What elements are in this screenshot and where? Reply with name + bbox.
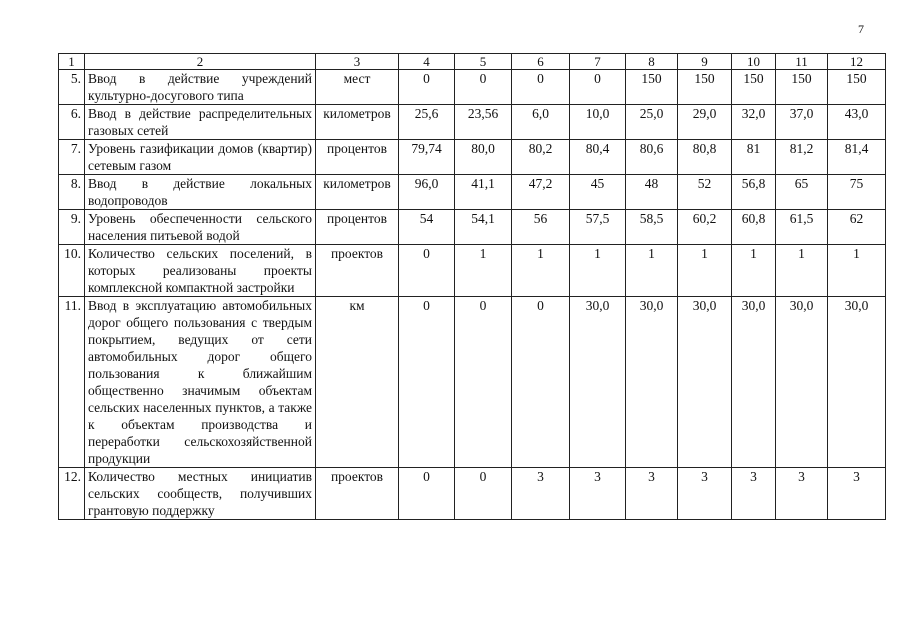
unit-cell: процентов bbox=[316, 140, 399, 175]
value-cell: 45 bbox=[570, 175, 626, 210]
header-cell: 8 bbox=[626, 54, 678, 70]
value-cell: 96,0 bbox=[399, 175, 455, 210]
table-row bbox=[59, 245, 886, 297]
value-cell: 25,0 bbox=[626, 105, 678, 140]
value-cell: 0 bbox=[399, 468, 455, 520]
value-cell: 37,0 bbox=[776, 105, 828, 140]
value-cell: 10,0 bbox=[570, 105, 626, 140]
value-cell: 81,2 bbox=[776, 140, 828, 175]
value-cell: 79,74 bbox=[399, 140, 455, 175]
value-cell: 54,1 bbox=[455, 210, 512, 245]
unit-cell: километров bbox=[316, 175, 399, 210]
value-cell: 58,5 bbox=[626, 210, 678, 245]
value-cell: 6,0 bbox=[512, 105, 570, 140]
unit-cell: мест bbox=[316, 70, 399, 105]
value-cell: 3 bbox=[512, 468, 570, 520]
value-cell: 1 bbox=[512, 245, 570, 297]
value-cell: 54 bbox=[399, 210, 455, 245]
value-cell: 3 bbox=[828, 468, 886, 520]
indicator-name-cell: Ввод в эксплуатацию автомобильных дорог общего пользования с твердым покрытием, ведущих от сети автомобильных дорог общего пользования к ближайшим общественно значимым объектам сельских населенных пунктов, а также к объектам производства и переработки сельскохозяйственной продукции bbox=[85, 297, 316, 468]
value-cell: 150 bbox=[678, 70, 732, 105]
value-cell: 61,5 bbox=[776, 210, 828, 245]
page-number: 7 bbox=[858, 22, 864, 36]
unit-cell: проектов bbox=[316, 245, 399, 297]
header-cell: 4 bbox=[399, 54, 455, 70]
row-number-cell: 6. bbox=[59, 105, 85, 140]
indicators-table bbox=[58, 53, 886, 520]
value-cell: 30,0 bbox=[678, 297, 732, 468]
value-cell: 30,0 bbox=[570, 297, 626, 468]
table-row bbox=[59, 297, 886, 468]
row-number-cell: 8. bbox=[59, 175, 85, 210]
header-cell: 1 bbox=[59, 54, 85, 70]
unit-cell: процентов bbox=[316, 210, 399, 245]
value-cell: 48 bbox=[626, 175, 678, 210]
value-cell: 3 bbox=[678, 468, 732, 520]
header-cell: 7 bbox=[570, 54, 626, 70]
row-number-cell: 9. bbox=[59, 210, 85, 245]
value-cell: 81 bbox=[732, 140, 776, 175]
value-cell: 1 bbox=[570, 245, 626, 297]
row-number-cell: 12. bbox=[59, 468, 85, 520]
value-cell: 150 bbox=[776, 70, 828, 105]
value-cell: 25,6 bbox=[399, 105, 455, 140]
value-cell: 3 bbox=[776, 468, 828, 520]
indicator-name-cell: Ввод в действие распределительных газовых сетей bbox=[85, 105, 316, 140]
unit-cell: проектов bbox=[316, 468, 399, 520]
value-cell: 32,0 bbox=[732, 105, 776, 140]
value-cell: 3 bbox=[732, 468, 776, 520]
value-cell: 62 bbox=[828, 210, 886, 245]
header-cell: 5 bbox=[455, 54, 512, 70]
header-cell: 11 bbox=[776, 54, 828, 70]
header-cell: 3 bbox=[316, 54, 399, 70]
value-cell: 75 bbox=[828, 175, 886, 210]
unit-cell: км bbox=[316, 297, 399, 468]
value-cell: 3 bbox=[626, 468, 678, 520]
header-cell: 10 bbox=[732, 54, 776, 70]
value-cell: 56,8 bbox=[732, 175, 776, 210]
value-cell: 150 bbox=[732, 70, 776, 105]
header-cell: 9 bbox=[678, 54, 732, 70]
value-cell: 57,5 bbox=[570, 210, 626, 245]
value-cell: 30,0 bbox=[732, 297, 776, 468]
value-cell: 150 bbox=[828, 70, 886, 105]
table-row bbox=[59, 70, 886, 105]
value-cell: 60,2 bbox=[678, 210, 732, 245]
header-row bbox=[59, 54, 886, 70]
value-cell: 1 bbox=[626, 245, 678, 297]
value-cell: 0 bbox=[512, 297, 570, 468]
table-row bbox=[59, 105, 886, 140]
value-cell: 47,2 bbox=[512, 175, 570, 210]
table-row bbox=[59, 175, 886, 210]
indicator-name-cell: Количество сельских поселений, в которых реализованы проекты комплексной компактной застройки bbox=[85, 245, 316, 297]
row-number-cell: 11. bbox=[59, 297, 85, 468]
value-cell: 30,0 bbox=[626, 297, 678, 468]
value-cell: 41,1 bbox=[455, 175, 512, 210]
value-cell: 30,0 bbox=[828, 297, 886, 468]
table-row bbox=[59, 140, 886, 175]
unit-cell: километров bbox=[316, 105, 399, 140]
value-cell: 1 bbox=[828, 245, 886, 297]
value-cell: 1 bbox=[732, 245, 776, 297]
value-cell: 0 bbox=[455, 297, 512, 468]
table-row bbox=[59, 468, 886, 520]
row-number-cell: 10. bbox=[59, 245, 85, 297]
value-cell: 150 bbox=[626, 70, 678, 105]
value-cell: 0 bbox=[570, 70, 626, 105]
row-number-cell: 7. bbox=[59, 140, 85, 175]
indicator-name-cell: Уровень обеспеченности сельского населения питьевой водой bbox=[85, 210, 316, 245]
value-cell: 80,6 bbox=[626, 140, 678, 175]
value-cell: 30,0 bbox=[776, 297, 828, 468]
value-cell: 56 bbox=[512, 210, 570, 245]
value-cell: 80,0 bbox=[455, 140, 512, 175]
value-cell: 0 bbox=[455, 70, 512, 105]
value-cell: 80,8 bbox=[678, 140, 732, 175]
indicator-name-cell: Уровень газификации домов (квартир) сетевым газом bbox=[85, 140, 316, 175]
value-cell: 1 bbox=[678, 245, 732, 297]
value-cell: 3 bbox=[570, 468, 626, 520]
value-cell: 0 bbox=[399, 70, 455, 105]
value-cell: 0 bbox=[512, 70, 570, 105]
header-cell: 2 bbox=[85, 54, 316, 70]
value-cell: 1 bbox=[776, 245, 828, 297]
indicator-name-cell: Ввод в действие учреждений культурно-досугового типа bbox=[85, 70, 316, 105]
value-cell: 0 bbox=[399, 297, 455, 468]
value-cell: 81,4 bbox=[828, 140, 886, 175]
value-cell: 80,2 bbox=[512, 140, 570, 175]
value-cell: 1 bbox=[455, 245, 512, 297]
row-number-cell: 5. bbox=[59, 70, 85, 105]
value-cell: 60,8 bbox=[732, 210, 776, 245]
value-cell: 29,0 bbox=[678, 105, 732, 140]
value-cell: 80,4 bbox=[570, 140, 626, 175]
header-cell: 12 bbox=[828, 54, 886, 70]
header-cell: 6 bbox=[512, 54, 570, 70]
value-cell: 0 bbox=[399, 245, 455, 297]
indicator-name-cell: Количество местных инициатив сельских сообществ, получивших грантовую поддержку bbox=[85, 468, 316, 520]
value-cell: 52 bbox=[678, 175, 732, 210]
value-cell: 0 bbox=[455, 468, 512, 520]
table-row bbox=[59, 210, 886, 245]
indicator-name-cell: Ввод в действие локальных водопроводов bbox=[85, 175, 316, 210]
value-cell: 23,56 bbox=[455, 105, 512, 140]
value-cell: 65 bbox=[776, 175, 828, 210]
value-cell: 43,0 bbox=[828, 105, 886, 140]
